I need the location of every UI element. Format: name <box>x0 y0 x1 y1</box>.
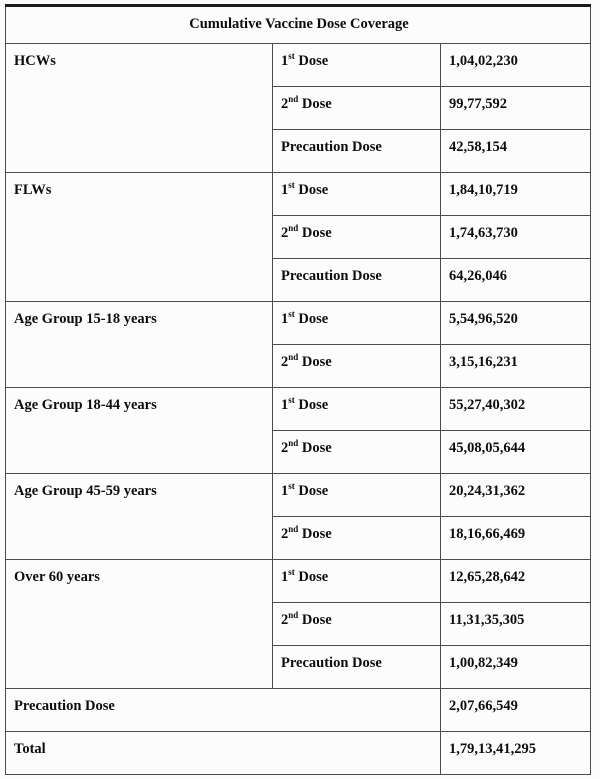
dose-label-cell <box>273 603 441 646</box>
category-over-60: Over 60 years <box>6 560 273 689</box>
dose-label: Precaution Dose <box>281 268 382 284</box>
dose-label: 2 <box>281 440 289 456</box>
dose-value-cell: 1,74,63,730 <box>441 216 591 259</box>
ordinal-superscript: nd <box>288 438 299 449</box>
dose-value-cell: 5,54,96,520 <box>441 302 591 345</box>
category-age-15-18: Age Group 15-18 years <box>6 302 273 388</box>
dose-label: 1 <box>281 311 289 327</box>
dose-label: 1 <box>281 397 289 413</box>
ordinal-superscript: nd <box>288 352 299 363</box>
dose-label-cell <box>273 388 441 431</box>
dose-value-cell: 45,08,05,644 <box>441 431 591 474</box>
dose-label: 2 <box>281 225 289 241</box>
vaccine-coverage-table <box>5 4 591 775</box>
summary-value-precaution: 2,07,66,549 <box>441 689 591 732</box>
dose-label-cell <box>273 517 441 560</box>
dose-value-cell: 1,04,02,230 <box>441 44 591 87</box>
dose-label: Precaution Dose <box>281 655 382 671</box>
dose-label: 1 <box>281 182 289 198</box>
dose-label-cell <box>273 560 441 603</box>
ordinal-superscript: nd <box>288 610 299 621</box>
dose-label: 1 <box>281 483 289 499</box>
table-title: Cumulative Vaccine Dose Coverage <box>6 6 591 44</box>
dose-label-rest: Dose <box>298 225 332 241</box>
dose-label-cell <box>273 259 441 302</box>
ordinal-superscript: st <box>288 567 295 578</box>
dose-label-cell <box>273 646 441 689</box>
dose-label-rest: Dose <box>294 483 329 499</box>
dose-label-cell <box>273 173 441 216</box>
dose-label-cell <box>273 302 441 345</box>
dose-label-cell <box>273 44 441 87</box>
dose-value-cell: 12,65,28,642 <box>441 560 591 603</box>
ordinal-superscript: nd <box>288 223 299 234</box>
dose-label-rest: Dose <box>298 440 332 456</box>
dose-value-cell: 1,84,10,719 <box>441 173 591 216</box>
summary-label-total: Total <box>6 732 441 775</box>
dose-label-rest: Dose <box>294 397 329 413</box>
dose-label: 2 <box>281 526 289 542</box>
category-flws: FLWs <box>6 173 273 302</box>
dose-label-cell <box>273 431 441 474</box>
dose-value-cell: 1,00,82,349 <box>441 646 591 689</box>
ordinal-superscript: st <box>288 51 295 62</box>
dose-label: 2 <box>281 612 289 628</box>
category-hcws: HCWs <box>6 44 273 173</box>
ordinal-superscript: nd <box>288 94 299 105</box>
summary-label-precaution: Precaution Dose <box>6 689 441 732</box>
dose-label-rest: Dose <box>298 526 332 542</box>
dose-label-rest: Dose <box>294 311 329 327</box>
ordinal-superscript: nd <box>288 524 299 535</box>
ordinal-superscript: st <box>288 481 295 492</box>
dose-value-cell: 3,15,16,231 <box>441 345 591 388</box>
dose-value-cell: 64,26,046 <box>441 259 591 302</box>
dose-label-rest: Dose <box>298 612 332 628</box>
ordinal-superscript: st <box>288 180 295 191</box>
dose-value-cell: 11,31,35,305 <box>441 603 591 646</box>
dose-label: 1 <box>281 569 289 585</box>
category-age-18-44: Age Group 18-44 years <box>6 388 273 474</box>
dose-label-rest: Dose <box>294 569 329 585</box>
dose-value-cell: 55,27,40,302 <box>441 388 591 431</box>
dose-label: Precaution Dose <box>281 139 382 155</box>
dose-label: 2 <box>281 354 289 370</box>
dose-label-cell <box>273 87 441 130</box>
ordinal-superscript: st <box>288 309 295 320</box>
dose-label-rest: Dose <box>298 96 332 112</box>
ordinal-superscript: st <box>288 395 295 406</box>
dose-value-cell: 99,77,592 <box>441 87 591 130</box>
dose-label-cell <box>273 216 441 259</box>
dose-label-rest: Dose <box>294 182 329 198</box>
dose-label-cell <box>273 130 441 173</box>
dose-label-rest: Dose <box>294 53 329 69</box>
dose-label-rest: Dose <box>298 354 332 370</box>
summary-value-total: 1,79,13,41,295 <box>441 732 591 775</box>
category-age-45-59: Age Group 45-59 years <box>6 474 273 560</box>
dose-label-cell <box>273 345 441 388</box>
dose-label-cell <box>273 474 441 517</box>
dose-label: 1 <box>281 53 289 69</box>
dose-label: 2 <box>281 96 289 112</box>
dose-value-cell: 20,24,31,362 <box>441 474 591 517</box>
dose-value-cell: 42,58,154 <box>441 130 591 173</box>
dose-value-cell: 18,16,66,469 <box>441 517 591 560</box>
